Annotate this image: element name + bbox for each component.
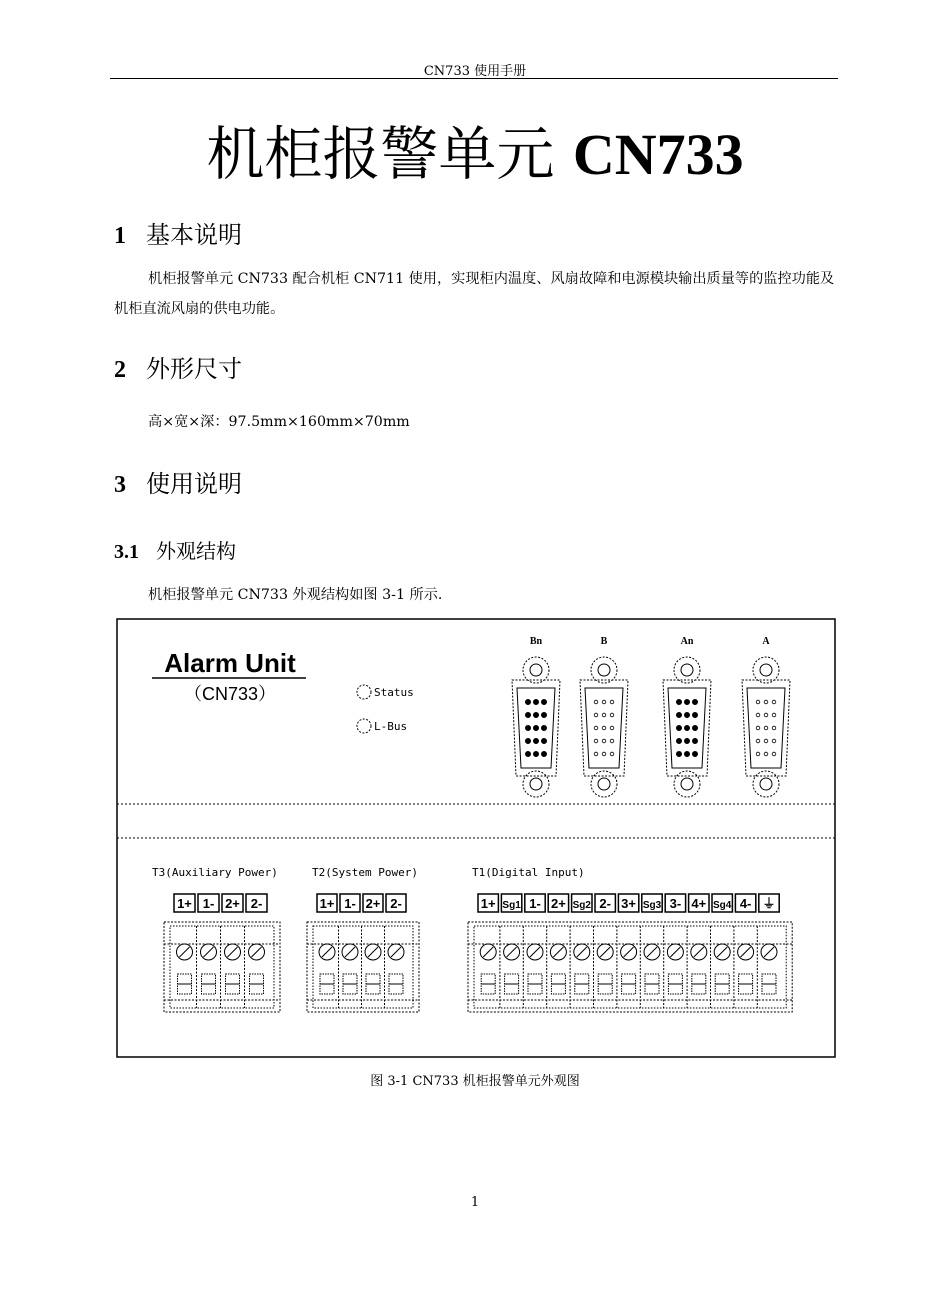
terminal-group-label: T2(System Power) [312, 866, 418, 879]
terminal-pin-label: 1- [344, 896, 356, 911]
subsection-3-1-heading [114, 538, 236, 565]
title-text: 机柜报警单元 [206, 120, 573, 188]
figure-caption: 图 3-1 CN733 机柜报警单元外观图 [370, 1074, 580, 1089]
terminal-pin-label: 1- [202, 896, 215, 911]
alarm-unit-figure [116, 618, 836, 1058]
section-1-number: 1 [114, 223, 126, 249]
unit-name: Alarm Unit [164, 648, 296, 678]
section-1-heading [114, 220, 242, 251]
terminal-pin-label: 2- [390, 896, 402, 911]
subsection-number: 3.1 [114, 541, 139, 563]
db-port-label: An [680, 636, 694, 647]
terminal-pin-label: Sg3 [642, 900, 662, 911]
subsection-3-1-body: 机柜报警单元 CN733 外观结构如图 3-1 所示. [148, 587, 443, 603]
terminal-pin-label: 1+ [319, 896, 335, 911]
section-2-heading [114, 354, 242, 385]
db-port-label: A [762, 636, 770, 647]
title-model: CN733 [572, 122, 744, 187]
section-3-heading [114, 469, 242, 500]
terminal-group-label: T3(Auxiliary Power) [152, 866, 278, 879]
section-3-title: 使用说明 [146, 470, 242, 498]
terminal-pin-label: 4- [739, 896, 752, 911]
terminal-pin-label: Sg2 [572, 900, 591, 911]
section-2-title: 外形尺寸 [146, 355, 242, 383]
unit-model: （CN733） [183, 684, 277, 704]
terminal-pin-label: 1- [529, 896, 541, 911]
terminal-pin-label: 2+ [225, 896, 240, 911]
terminal-pin-label: 1+ [177, 896, 192, 911]
terminal-group-label: T1(Digital Input) [472, 866, 585, 879]
section-2-body: 高×宽×深：97.5mm×160mm×70mm [148, 414, 410, 430]
lbus-led-label: L-Bus [374, 720, 408, 733]
terminal-pin-label: ⏚ [762, 896, 776, 911]
terminal-pin-label: 3- [669, 896, 682, 911]
terminal-pin-label: Sg1 [502, 900, 521, 911]
running-header: CN733 使用手册 [423, 64, 527, 79]
header-rule [110, 78, 838, 79]
document-title [0, 118, 950, 191]
terminal-pin-label: 2- [599, 896, 611, 911]
subsection-title: 外观结构 [156, 539, 236, 563]
db-port-label: B [600, 636, 608, 647]
section-2-number: 2 [114, 357, 126, 383]
section-1-body: 机柜报警单元 CN733 配合机柜 CN711 使用，实现柜内温度、风扇故障和电源模块输出质量等的监控功能及机柜直流风扇的供电功能。 [114, 271, 835, 317]
terminal-pin-label: 3+ [621, 896, 637, 911]
terminal-pin-label: 2+ [550, 896, 566, 911]
db-port-label: Bn [529, 636, 543, 647]
terminal-pin-label: Sg4 [713, 900, 732, 911]
status-led-label: Status [374, 686, 414, 699]
terminal-pin-label: 1+ [480, 896, 496, 911]
section-3-number: 3 [114, 472, 126, 498]
terminal-pin-label: 4+ [691, 896, 707, 911]
terminal-pin-label: 2- [250, 896, 263, 911]
section-1-title: 基本说明 [146, 221, 242, 249]
terminal-pin-label: 2+ [365, 896, 381, 911]
page-number: 1 [470, 1195, 480, 1210]
